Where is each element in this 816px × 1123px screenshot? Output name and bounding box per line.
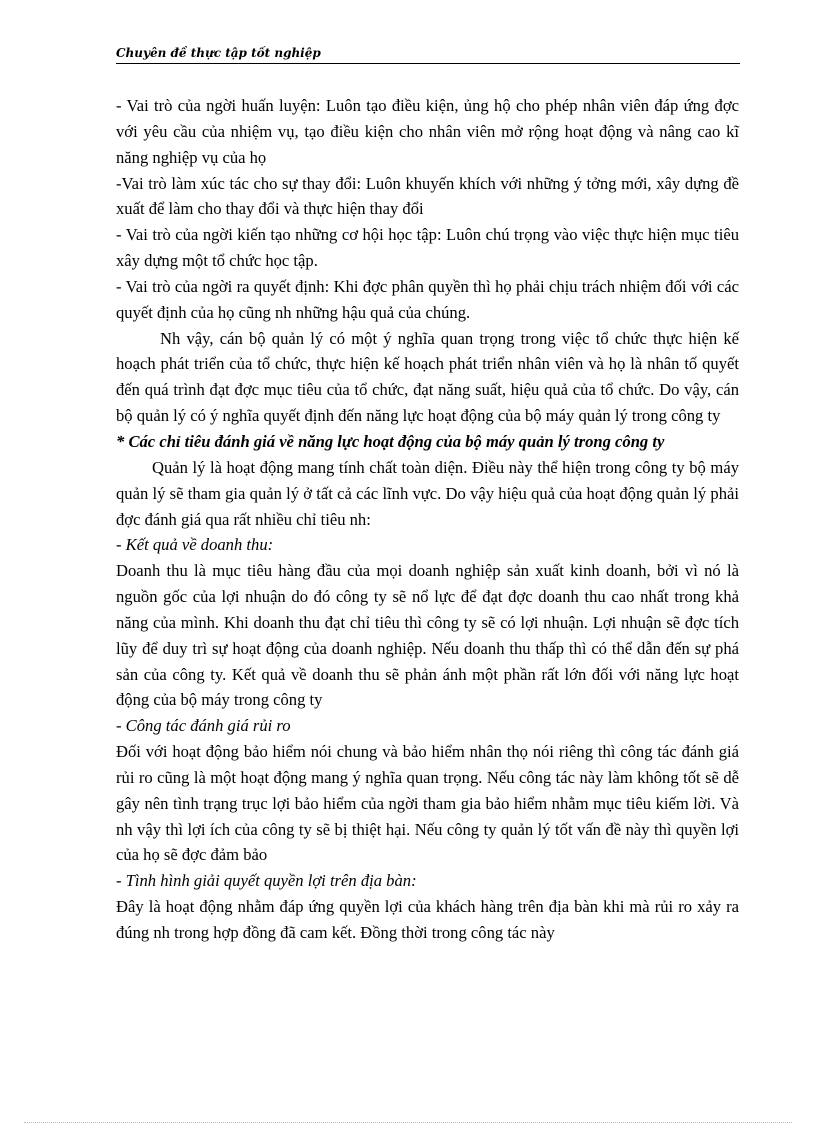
subheading-risk: - Công tác đánh giá rủi ro [116,716,291,736]
paragraph-trainer-role: - Vai trò của ngời huấn luyện: Luôn tạo điều kiện, ủng hộ cho phép nhân viên đáp ứng đợc với yêu cầu của nhiệm vụ, tạo điều kiện cho nhân viên mở rộng hoạt động và nâng cao kĩ năng nghiệp vụ của họ [116,96,739,167]
paragraph-summary: Nh vậy, cán bộ quản lý có một ý nghĩa quan trọng trong việc tổ chức thực hiện kế hoạch phát triển của tổ chức, thực hiện kế hoạch phát triển nhân viên và họ là nhân tố quyết đến quá trình đạt đợc mục tiêu của tổ chức, đạt năng suất, hiệu quả của tổ chức. Do vậy, cán bộ quản lý có ý nghĩa quyết định đến năng lực hoạt động của bộ máy quản lý trong công ty [116,328,739,426]
paragraph-revenue: Doanh thu là mục tiêu hàng đầu của mọi doanh nghiệp sản xuất kinh doanh, bởi vì nó là nguồn gốc của lợi nhuận do đó công ty sẽ nổ lực để đạt đợc doanh thu cao nhất trong khả năng của mình. Khi doanh thu đạt chỉ tiêu thì công ty sẽ có lợi nhuận. Lợi nhuận sẽ đợc tích lũy để duy trì sự hoạt động của doanh nghiệp. Nếu doanh thu thấp thì có thể dẫn đến sự phá sản của công ty. Kết quả về doanh thu sẽ phản ánh một phần rất lớn đối với năng lực hoạt động của bộ máy trong công ty [116,561,739,710]
document-body [116,93,739,946]
paragraph-management-intro: Quản lý là hoạt động mang tính chất toàn diện. Điều này thể hiện trong công ty bộ máy quản lý sẽ tham gia quản lý ở tất cả các lĩnh vực. Do vậy hiệu quả của hoạt động quản lý phải đợc đánh giá qua rất nhiều chỉ tiêu nh: [116,457,739,529]
subheading-claims: - Tình hình giải quyết quyền lợi trên địa bàn: [116,871,417,891]
paragraph-catalyst-role: -Vai trò làm xúc tác cho sự thay đổi: Luôn khuyến khích với những ý tởng mới, xây dựng đề xuất để làm cho thay đổi và thực hiện thay đổi [116,173,739,219]
subheading-revenue: - Kết quả về doanh thu: [116,535,274,555]
header-divider [116,63,740,64]
section-heading: * Các chỉ tiêu đánh giá về năng lực hoạt động của bộ máy quản lý trong công ty [116,431,665,451]
paragraph-decision-role: - Vai trò của ngời ra quyết định: Khi đợc phân quyền thì họ phải chịu trách nhiệm đối với các quyết định của họ cũng nh những hậu quả của chúng. [116,276,739,322]
paragraph-risk: Đối với hoạt động bảo hiểm nói chung và bảo hiểm nhân thọ nói riêng thì công tác đánh giá rủi ro cũng là một hoạt động mang ý nghĩa quan trọng. Nếu công tác này làm không tốt sẽ dễ gây nên tình trạng trục lợi bảo hiểm của ngời tham gia bảo hiểm nhằm mục tiêu kiếm lời. Và nh vậy thì lợi ích của công ty sẽ bị thiệt hại. Nếu công ty quản lý tốt vấn đề này thì quyền lợi của họ sẽ đợc đảm bảo [116,742,739,865]
paragraph-learning-role: - Vai trò của ngời kiến tạo những cơ hội học tập: Luôn chú trọng vào việc thực hiện mục tiêu xây dựng một tổ chức học tập. [116,225,739,271]
page-header-title: Chuyên đề thực tập tốt nghiệp [116,46,321,60]
paragraph-claims: Đây là hoạt động nhằm đáp ứng quyền lợi của khách hàng trên địa bàn khi mà rủi ro xảy ra đúng nh trong hợp đồng đã cam kết. Đồng thời trong công tác này [116,897,739,942]
